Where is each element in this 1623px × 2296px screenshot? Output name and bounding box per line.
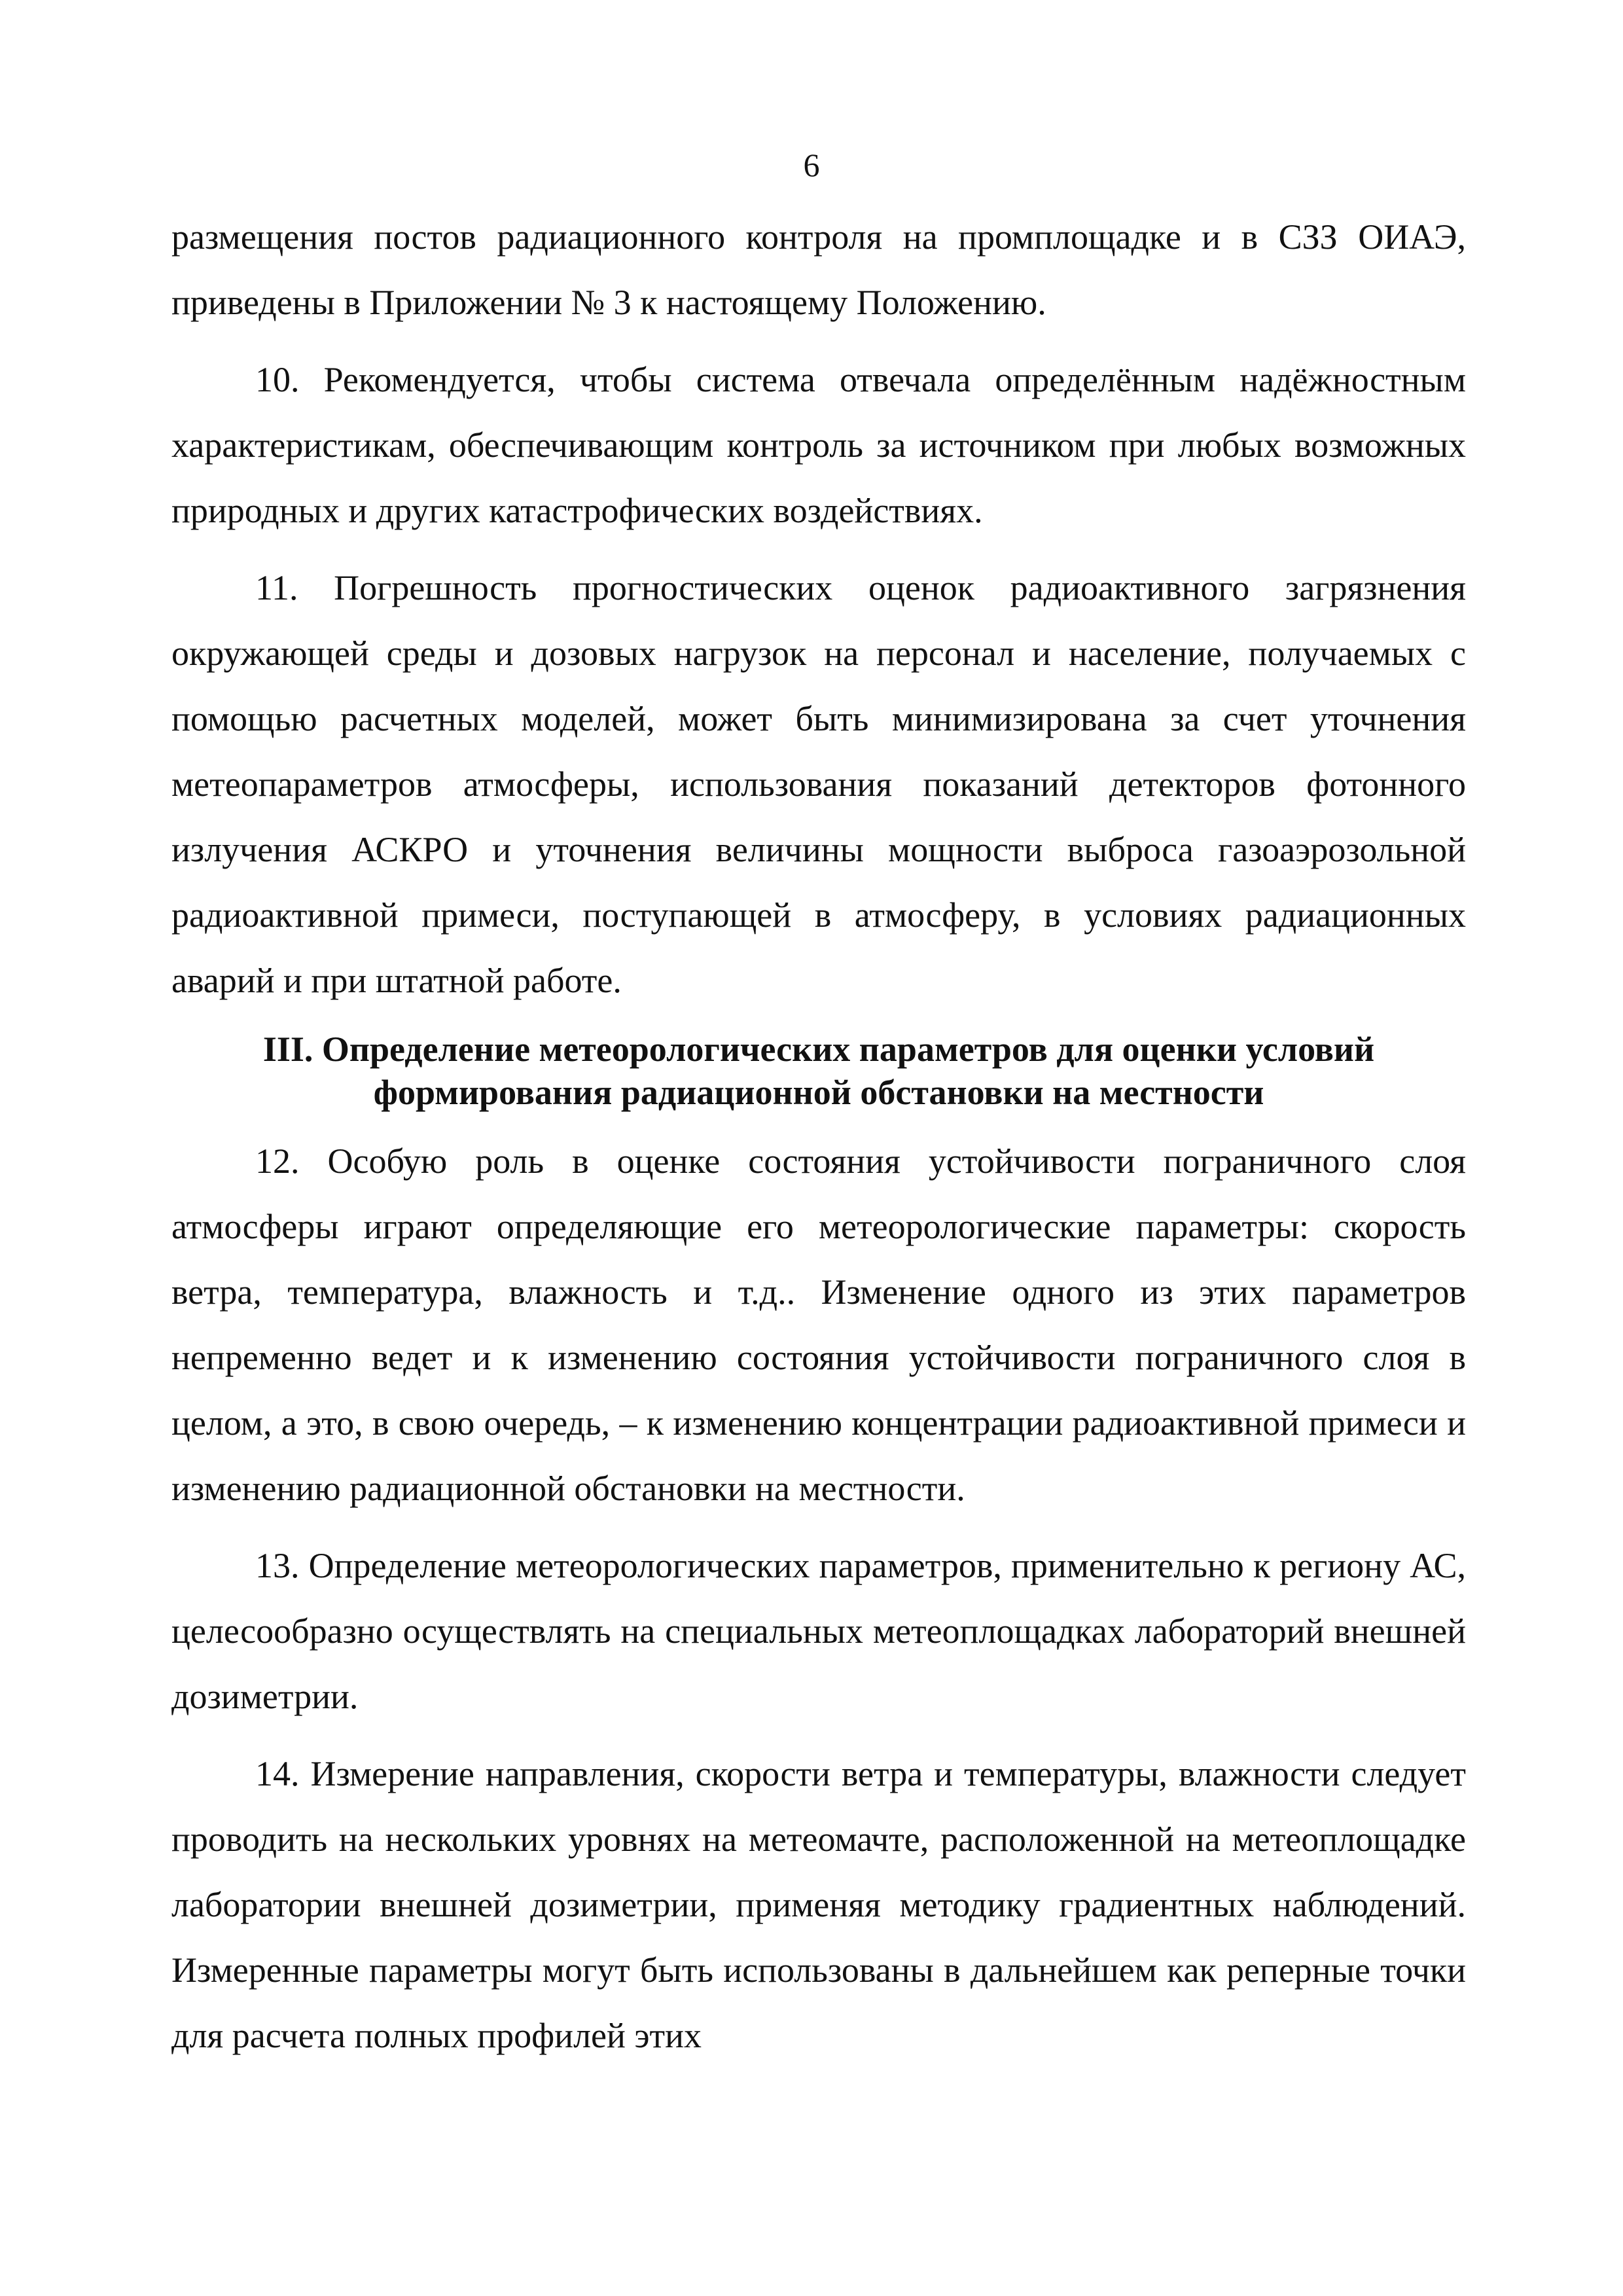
paragraph-continuation: размещения постов радиационного контроля на промплощадке и в СЗЗ ОИАЭ, приведены в Приложении № 3 к настоящему Положению. bbox=[171, 217, 1466, 322]
section-heading bbox=[171, 1028, 1466, 1128]
section-heading-line-2: формирования радиационной обстановки на местности bbox=[373, 1073, 1264, 1112]
paragraph-10: 10. Рекомендуется, чтобы система отвечала определённым надёжностным характеристикам, обеспечивающим контроль за источником при любых возможных природных и других катастрофических воздействиях. bbox=[171, 360, 1466, 530]
paragraph-13: 13. Определение метеорологических параметров, применительно к региону АС, целесообразно осуществлять на специальных метеоплощадках лабораторий внешней дозиметрии. bbox=[171, 1546, 1466, 1716]
paragraph-14: 14. Измерение направления, скорости ветра и температуры, влажности следует проводить на нескольких уровнях на метеомачте, расположенной на метеоплощадке лаборатории внешней дозиметрии, применяя методику градиентных наблюдений. Измеренные параметры могут быть использованы в дальнейшем как реперные точки для расчета полных профилей этих bbox=[171, 1754, 1466, 2055]
paragraph-11: 11. Погрешность прогностических оценок радиоактивного загрязнения окружающей среды и дозовых нагрузок на персонал и население, получаемых с помощью расчетных моделей, может быть минимизирована за счет уточнения метеопараметров атмосферы, использования показаний детекторов фотонного излучения АСКРО и уточнения величины мощности выброса газоаэрозольной радиоактивной примеси, поступающей в атмосферу, в условиях радиационных аварий и при штатной работе. bbox=[171, 568, 1466, 1000]
page-number: 6 bbox=[803, 147, 820, 183]
section-heading-line-1: III. Определение метеорологических параметров для оценки условий bbox=[262, 1030, 1375, 1069]
document-body bbox=[171, 204, 1466, 2068]
paragraph-12: 12. Особую роль в оценке состояния устойчивости пограничного слоя атмосферы играют определяющие его метеорологические параметры: скорость ветра, температура, влажность и т.д.. Изменение одного из этих параметров непременно ведет и к изменению состояния устойчивости пограничного слоя в целом, а это, в свою очередь, – к изменению концентрации радиоактивной примеси и изменению радиационной обстановки на местности. bbox=[171, 1141, 1466, 1508]
